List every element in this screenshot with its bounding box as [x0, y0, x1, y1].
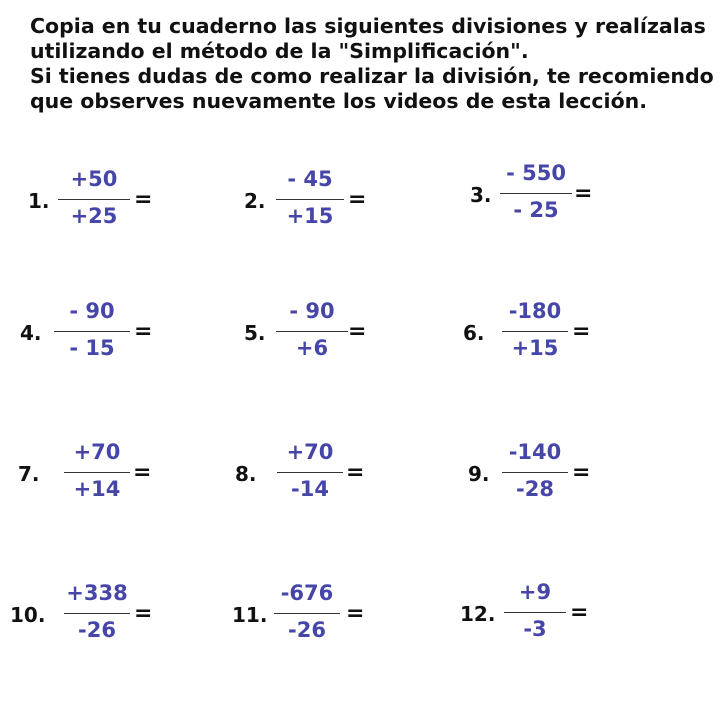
equals-sign: = — [570, 600, 589, 625]
problem-4 — [20, 297, 220, 377]
problem-9 — [468, 438, 668, 518]
fraction — [276, 297, 348, 377]
instructions-line-2: utilizando el método de la "Simplificación". — [30, 39, 529, 63]
fraction-bar — [64, 472, 130, 473]
fraction — [64, 438, 130, 518]
numerator: - 90 — [289, 299, 335, 323]
equals-sign: = — [134, 187, 153, 212]
fraction — [502, 438, 568, 518]
denominator: +15 — [286, 204, 334, 228]
fraction — [58, 165, 130, 245]
instructions-line-4: que observes nuevamente los videos de esta lección. — [30, 89, 648, 113]
problem-number: 11. — [232, 603, 268, 627]
equals-sign: = — [572, 319, 591, 344]
equals-sign: = — [574, 181, 593, 206]
fraction — [500, 159, 572, 239]
equals-sign: = — [133, 460, 152, 485]
problem-number: 3. — [470, 183, 492, 207]
fraction-bar — [58, 199, 130, 200]
numerator: - 550 — [506, 161, 566, 185]
problem-number: 12. — [460, 602, 496, 626]
denominator: -14 — [291, 477, 329, 501]
problem-6 — [463, 297, 663, 377]
problem-number: 7. — [18, 462, 40, 486]
problem-1 — [28, 165, 228, 245]
problem-number: 1. — [28, 189, 50, 213]
fraction-bar — [64, 613, 130, 614]
numerator: - 90 — [69, 299, 115, 323]
fraction — [274, 579, 340, 659]
problem-number: 5. — [244, 321, 266, 345]
fraction — [64, 579, 130, 659]
instructions-text — [30, 14, 714, 114]
problem-number: 4. — [20, 321, 42, 345]
problem-number: 6. — [463, 321, 485, 345]
numerator: -180 — [508, 299, 562, 323]
problem-11 — [232, 579, 432, 659]
fraction — [502, 297, 568, 377]
equals-sign: = — [346, 601, 365, 626]
fraction-bar — [500, 193, 572, 194]
denominator: +25 — [70, 204, 118, 228]
fraction-bar — [274, 613, 340, 614]
numerator: +338 — [66, 581, 128, 605]
numerator: - 45 — [287, 167, 333, 191]
denominator: - 25 — [513, 198, 559, 222]
equals-sign: = — [134, 319, 153, 344]
instructions-line-3: Si tienes dudas de como realizar la división, te recomiendo — [30, 64, 714, 88]
numerator: +50 — [70, 167, 118, 191]
equals-sign: = — [346, 460, 365, 485]
problem-10 — [10, 579, 210, 659]
denominator: -26 — [78, 618, 116, 642]
fraction — [276, 165, 344, 245]
denominator: +15 — [511, 336, 559, 360]
equals-sign: = — [134, 601, 153, 626]
problem-12 — [460, 578, 660, 658]
problem-number: 2. — [244, 189, 266, 213]
denominator: -28 — [516, 477, 554, 501]
fraction — [54, 297, 130, 377]
equals-sign: = — [348, 187, 367, 212]
numerator: -140 — [508, 440, 562, 464]
fraction-bar — [504, 612, 566, 613]
equals-sign: = — [572, 460, 591, 485]
numerator: +9 — [518, 580, 552, 604]
problem-number: 10. — [10, 603, 46, 627]
denominator: +6 — [295, 336, 329, 360]
problem-3 — [470, 159, 670, 239]
problem-8 — [235, 438, 435, 518]
fraction-bar — [276, 331, 348, 332]
denominator: -26 — [288, 618, 326, 642]
problem-5 — [244, 297, 444, 377]
denominator: - 15 — [69, 336, 115, 360]
numerator: -676 — [280, 581, 334, 605]
fraction-bar — [54, 331, 130, 332]
denominator: -3 — [523, 617, 547, 641]
equals-sign: = — [348, 319, 367, 344]
fraction-bar — [502, 331, 568, 332]
instructions-line-1: Copia en tu cuaderno las siguientes divisiones y realízalas — [30, 14, 706, 38]
problem-number: 9. — [468, 462, 490, 486]
fraction — [504, 578, 566, 658]
fraction-bar — [502, 472, 568, 473]
problem-2 — [244, 165, 444, 245]
problem-number: 8. — [235, 462, 257, 486]
denominator: +14 — [73, 477, 121, 501]
numerator: +70 — [73, 440, 121, 464]
numerator: +70 — [286, 440, 334, 464]
fraction-bar — [277, 472, 343, 473]
fraction-bar — [276, 199, 344, 200]
fraction — [277, 438, 343, 518]
problem-7 — [18, 438, 218, 518]
